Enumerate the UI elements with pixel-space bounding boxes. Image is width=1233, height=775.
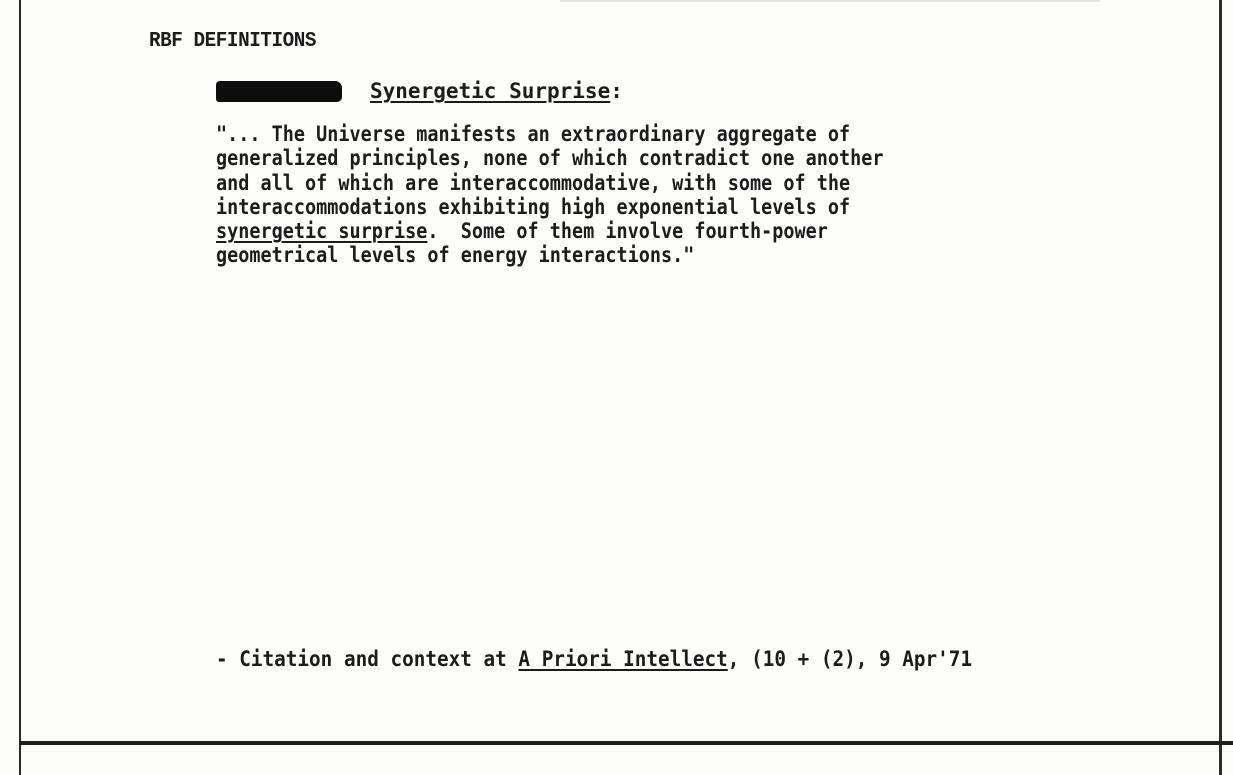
definition-quote bbox=[216, 122, 884, 268]
term-text: Synergetic Surprise bbox=[370, 79, 611, 103]
quote-line: interaccommodations exhibiting high exponential levels of bbox=[216, 194, 851, 219]
quote-emphasis: synergetic surprise bbox=[216, 219, 428, 244]
redaction-mark bbox=[216, 81, 342, 102]
quote-line: generalized principles, none of which contradict one another bbox=[216, 146, 884, 171]
card-left-border bbox=[19, 0, 21, 775]
definition-term bbox=[370, 79, 623, 103]
quote-line: geometrical levels of energy interactions." bbox=[216, 243, 695, 268]
citation-suffix: , (10 + (2), 9 Apr'71 bbox=[727, 647, 973, 671]
card-bottom-border bbox=[19, 741, 1233, 745]
quote-line-rest: . Some of them involve fourth-power bbox=[427, 219, 828, 244]
citation bbox=[216, 647, 972, 671]
quote-line bbox=[216, 219, 884, 243]
term-colon: : bbox=[610, 79, 623, 103]
quote-line: "... The Universe manifests an extraordinary aggregate of bbox=[216, 122, 851, 146]
citation-source: A Priori Intellect bbox=[518, 647, 728, 671]
citation-prefix: - Citation and context at bbox=[216, 647, 519, 671]
card-top-edge bbox=[560, 0, 1100, 2]
page-heading: RBF DEFINITIONS bbox=[149, 30, 317, 53]
quote-line: and all of which are interaccommodative, with some of the bbox=[216, 170, 851, 195]
card-right-border bbox=[1219, 0, 1222, 775]
